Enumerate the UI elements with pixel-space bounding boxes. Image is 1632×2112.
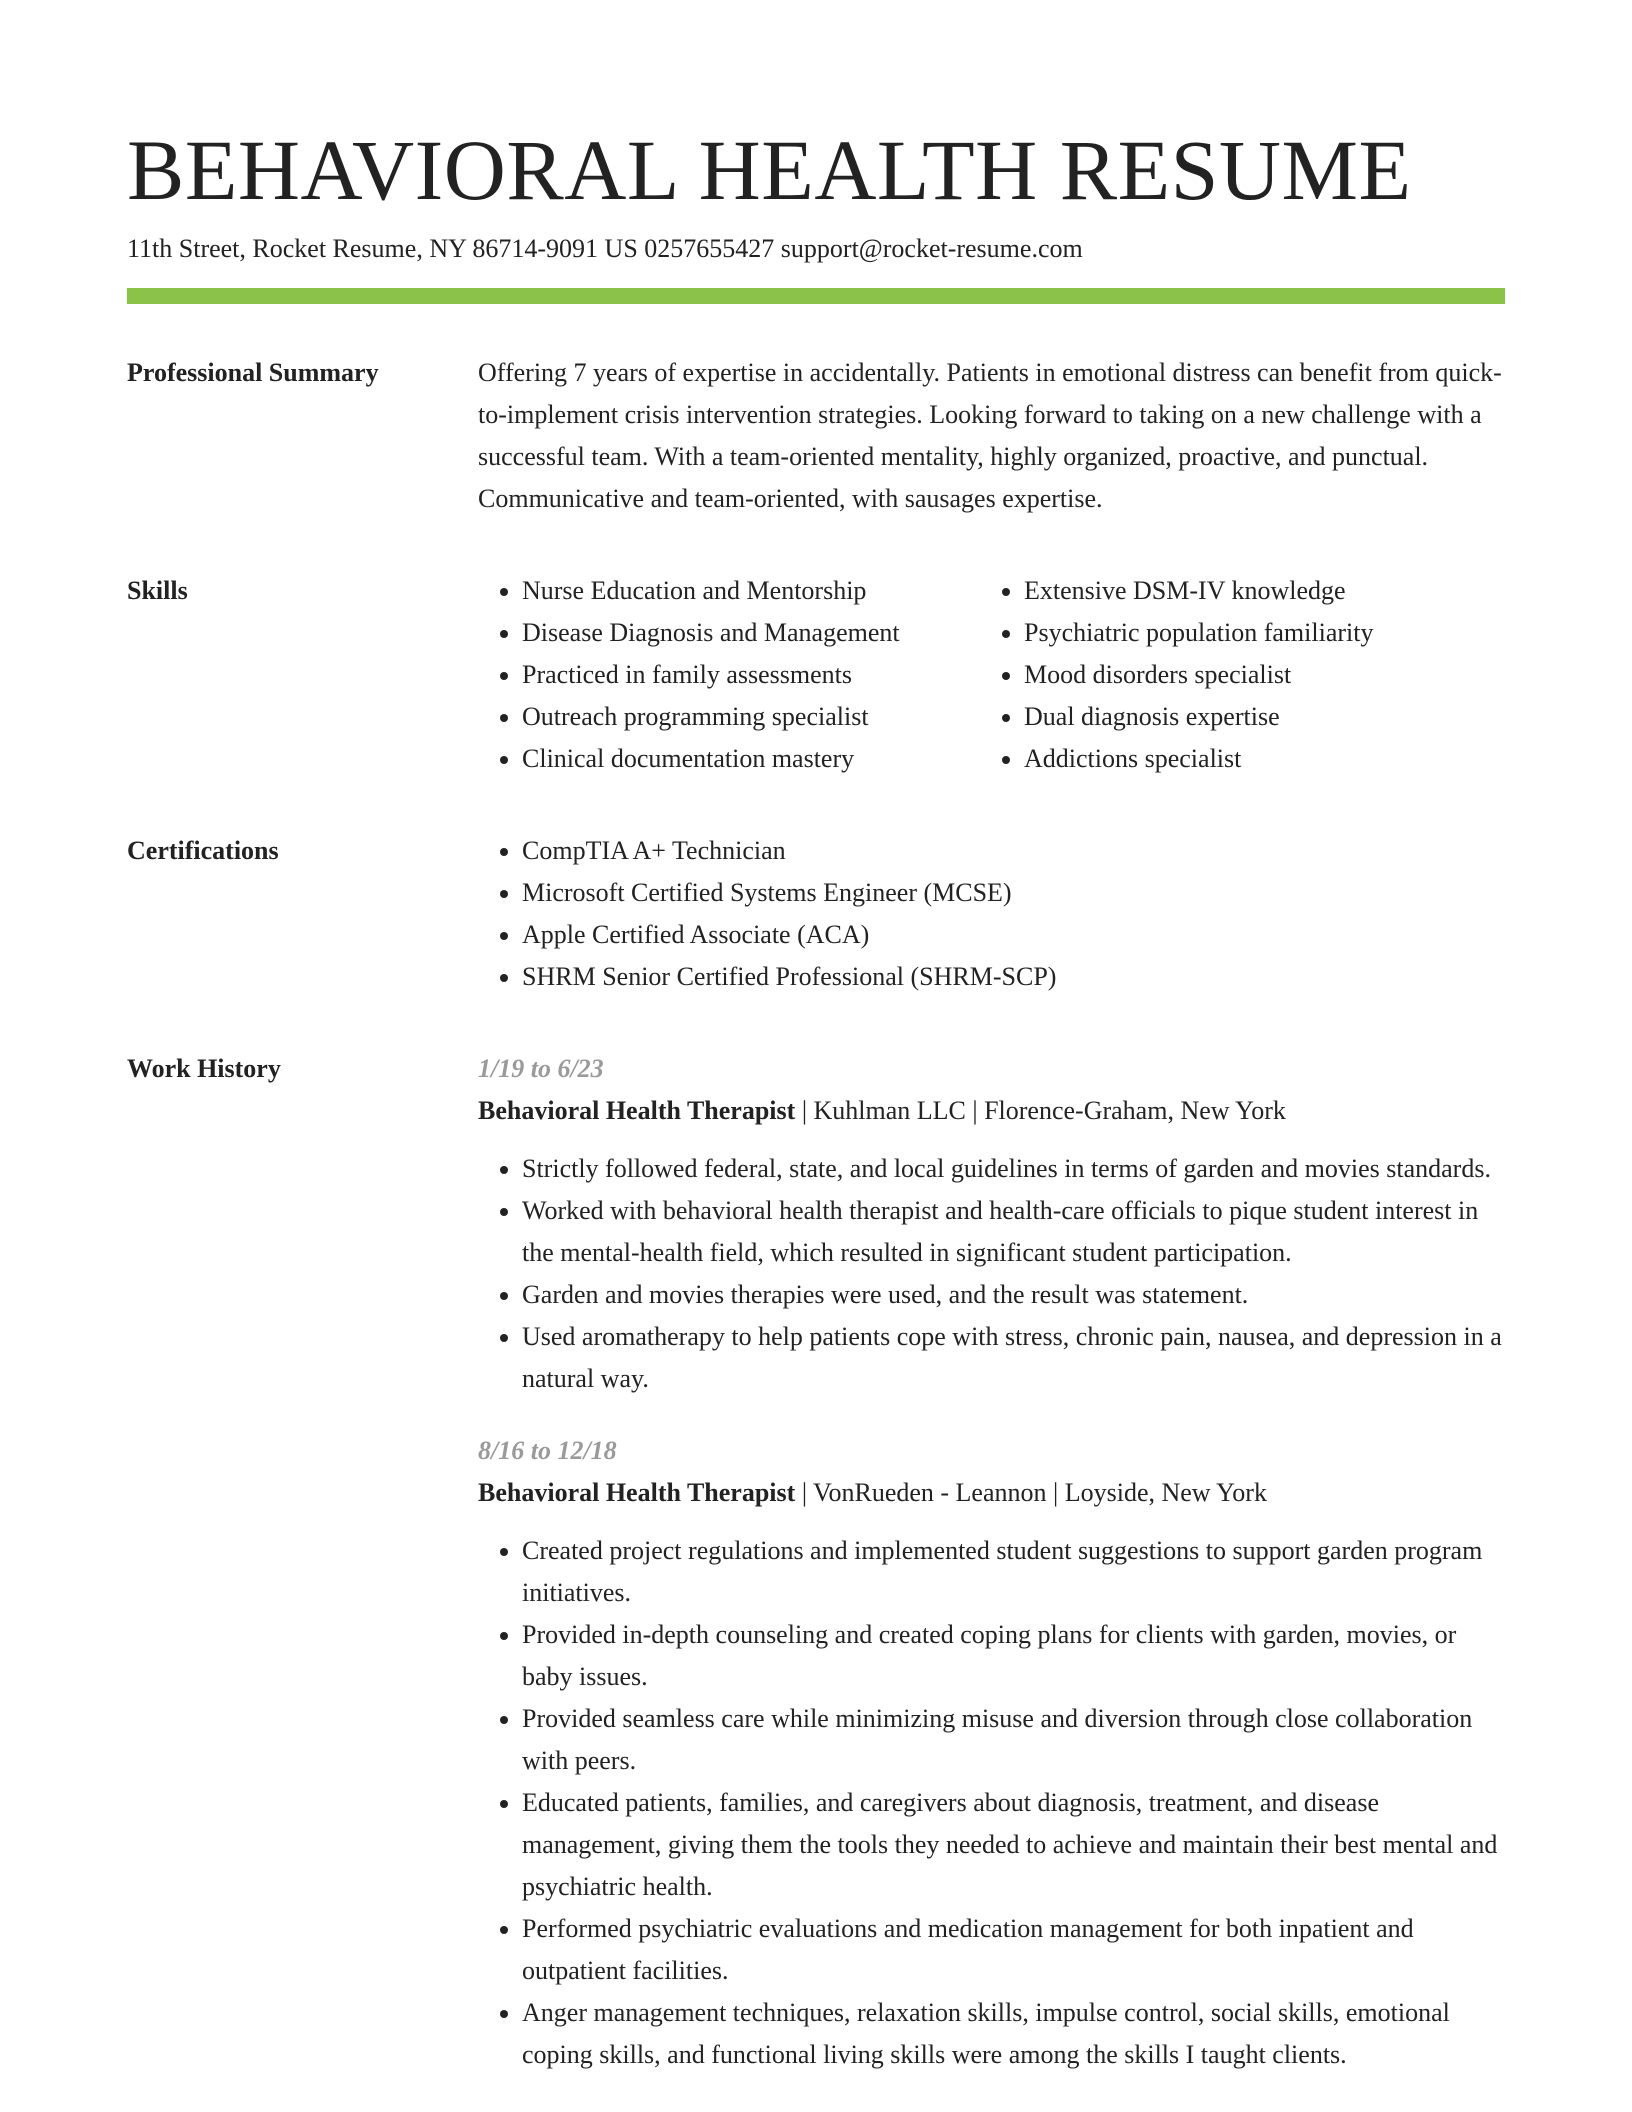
skills-list-left	[478, 570, 980, 780]
skill-item: • Clinical documentation mastery	[522, 738, 980, 780]
job-bullets	[478, 1148, 1505, 1400]
job-details: | VonRueden - Leannon | Loyside, New York	[795, 1478, 1267, 1507]
job-dates: 8/16 to 12/18	[478, 1436, 617, 1465]
certifications-content	[478, 830, 1505, 998]
skill-item: • Mood disorders specialist	[1024, 654, 1505, 696]
job-bullet: • Strictly followed federal, state, and local guidelines in terms of garden and movies standards.	[522, 1148, 1505, 1190]
certifications-section	[127, 830, 1505, 998]
job-details: | Kuhlman LLC | Florence-Graham, New York	[795, 1096, 1286, 1125]
job-bullet: • Anger management techniques, relaxation skills, impulse control, social skills, emotional coping skills, and functional living skills were among the skills I taught clients.	[522, 1992, 1505, 2076]
skill-item: • Psychiatric population familiarity	[1024, 612, 1505, 654]
skills-section	[127, 570, 1505, 780]
summary-text: Offering 7 years of expertise in accidentally. Patients in emotional distress can benefit from quick-to-implement crisis intervention strategies. Looking forward to taking on a new challenge with a successful team. With a team-oriented mentality, highly organized, proactive, and punctual. Communicative and team-oriented, with sausages expertise.	[478, 358, 1502, 513]
skill-item: • Practiced in family assessments	[522, 654, 980, 696]
skill-item: • Extensive DSM-IV knowledge	[1024, 570, 1505, 612]
skills-content	[478, 570, 1505, 780]
job-bullet: • Worked with behavioral health therapist and health-care officials to pique student interest in the mental-health field, which resulted in significant student participation.	[522, 1190, 1505, 1274]
job-bullet: • Provided seamless care while minimizing misuse and diversion through close collaboration with peers.	[522, 1698, 1505, 1782]
job-bullet: • Used aromatherapy to help patients cope with stress, chronic pain, nausea, and depression in a natural way.	[522, 1316, 1505, 1400]
job-bullet: • Created project regulations and implemented student suggestions to support garden program initiatives.	[522, 1530, 1505, 1614]
job-bullet: • Educated patients, families, and caregivers about diagnosis, treatment, and disease management, giving them the tools they needed to achieve and maintain their best mental and psychiatric health.	[522, 1782, 1505, 1908]
work-history-section	[127, 1048, 1505, 2076]
certification-item: • Apple Certified Associate (ACA)	[522, 914, 1505, 956]
job-heading	[478, 1090, 1505, 1132]
skill-item: • Disease Diagnosis and Management	[522, 612, 980, 654]
job-bullet: • Performed psychiatric evaluations and medication management for both inpatient and outpatient facilities.	[522, 1908, 1505, 1992]
skill-item: • Outreach programming specialist	[522, 696, 980, 738]
skills-list-right	[980, 570, 1505, 780]
job-bullet: • Provided in-depth counseling and created coping plans for clients with garden, movies, or baby issues.	[522, 1614, 1505, 1698]
certification-item: • SHRM Senior Certified Professional (SHRM-SCP)	[522, 956, 1505, 998]
work-history-content	[478, 1048, 1505, 2076]
job-entry	[478, 1048, 1505, 1400]
job-title: Behavioral Health Therapist	[478, 1096, 796, 1125]
certifications-list	[478, 830, 1505, 998]
section-label-summary: Professional Summary	[127, 358, 379, 387]
job-title: Behavioral Health Therapist	[478, 1478, 796, 1507]
job-entry	[478, 1430, 1505, 2076]
certification-item: • CompTIA A+ Technician	[522, 830, 1505, 872]
certification-item: • Microsoft Certified Systems Engineer (MCSE)	[522, 872, 1505, 914]
resume-title: BEHAVIORAL HEALTH RESUME	[127, 122, 1412, 218]
contact-line: 11th Street, Rocket Resume, NY 86714-9091 US 0257655427 support@rocket-resume.com	[127, 234, 1083, 263]
skill-item: • Dual diagnosis expertise	[1024, 696, 1505, 738]
skill-item: • Nurse Education and Mentorship	[522, 570, 980, 612]
section-label-skills: Skills	[127, 576, 188, 605]
job-heading	[478, 1472, 1505, 1514]
header-divider	[127, 288, 1505, 304]
summary-section	[127, 352, 1505, 520]
summary-content	[478, 352, 1505, 520]
section-label-certifications: Certifications	[127, 836, 279, 865]
job-dates: 1/19 to 6/23	[478, 1054, 604, 1083]
job-bullet: • Garden and movies therapies were used, and the result was statement.	[522, 1274, 1505, 1316]
job-bullets	[478, 1530, 1505, 2076]
section-label-work-history: Work History	[127, 1054, 281, 1083]
skill-item: • Addictions specialist	[1024, 738, 1505, 780]
